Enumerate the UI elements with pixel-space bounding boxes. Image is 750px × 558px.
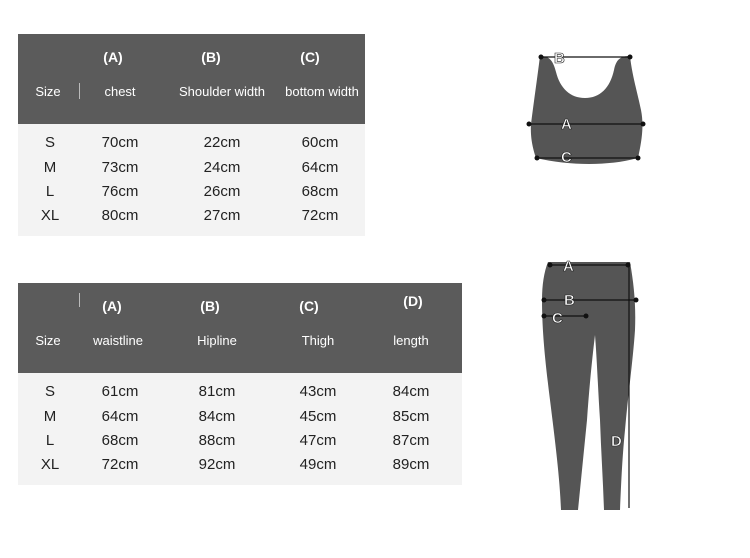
pants-header-waistline: waistline — [93, 333, 143, 348]
shoulder-cell: 24cm — [203, 159, 241, 176]
bottom-width-cell: 68cm — [301, 183, 339, 200]
size-cell: L — [45, 432, 55, 449]
top-marker-b: B — [554, 50, 565, 67]
pants-header-length: length — [393, 333, 429, 348]
chest-cell: 80cm — [101, 207, 139, 224]
top-header-bottom-width: bottom width — [285, 84, 359, 99]
bottom-width-cell: 60cm — [301, 134, 339, 151]
pants-letter-d: (D) — [403, 293, 423, 309]
hipline-cell: 88cm — [198, 432, 236, 449]
pants-marker-b: B — [564, 292, 575, 309]
thigh-cell: 47cm — [299, 432, 337, 449]
size-cell: M — [43, 159, 57, 176]
size-cell: L — [45, 183, 55, 200]
chest-cell: 76cm — [101, 183, 139, 200]
pants-letter-b: (B) — [200, 298, 220, 314]
pants-letter-c: (C) — [299, 298, 319, 314]
pants-header-hipline: Hipline — [197, 333, 237, 348]
size-cell: S — [44, 134, 56, 151]
bottom-width-cell: 64cm — [301, 159, 339, 176]
pants-letter-a: (A) — [102, 298, 122, 314]
top-header-chest: chest — [104, 84, 136, 99]
length-cell: 85cm — [392, 408, 430, 425]
shoulder-cell: 22cm — [203, 134, 241, 151]
size-cell: XL — [40, 456, 60, 473]
size-cell: XL — [40, 207, 60, 224]
pants-marker-c: C — [552, 310, 563, 327]
pants-marker-d: D — [611, 433, 622, 450]
size-cell: M — [43, 408, 57, 425]
waistline-cell: 68cm — [101, 432, 139, 449]
length-cell: 87cm — [392, 432, 430, 449]
hipline-cell: 81cm — [198, 383, 236, 400]
bottom-width-cell: 72cm — [301, 207, 339, 224]
shoulder-cell: 27cm — [203, 207, 241, 224]
top-letter-c: (C) — [300, 49, 320, 65]
top-header-shoulder-width: Shoulder width — [179, 84, 265, 99]
length-cell: 84cm — [392, 383, 430, 400]
hipline-cell: 84cm — [198, 408, 236, 425]
crop-top-shape — [531, 56, 643, 164]
top-letter-a: (A) — [103, 49, 123, 65]
top-marker-a: A — [561, 116, 572, 133]
waistline-cell: 72cm — [101, 456, 139, 473]
hipline-cell: 92cm — [198, 456, 236, 473]
top-marker-c: C — [561, 149, 572, 166]
chest-cell: 73cm — [101, 159, 139, 176]
pants-marker-a: A — [563, 258, 574, 275]
waistline-cell: 64cm — [101, 408, 139, 425]
waistline-cell: 61cm — [101, 383, 139, 400]
chest-cell: 70cm — [101, 134, 139, 151]
length-cell: 89cm — [392, 456, 430, 473]
pants-header-thigh: Thigh — [301, 333, 335, 348]
pants-shape — [542, 262, 635, 510]
thigh-cell: 45cm — [299, 408, 337, 425]
pants-header-size: Size — [35, 333, 61, 348]
top-header-size: Size — [35, 84, 61, 99]
top-letter-b: (B) — [201, 49, 221, 65]
thigh-cell: 49cm — [299, 456, 337, 473]
size-cell: S — [44, 383, 56, 400]
thigh-cell: 43cm — [299, 383, 337, 400]
shoulder-cell: 26cm — [203, 183, 241, 200]
